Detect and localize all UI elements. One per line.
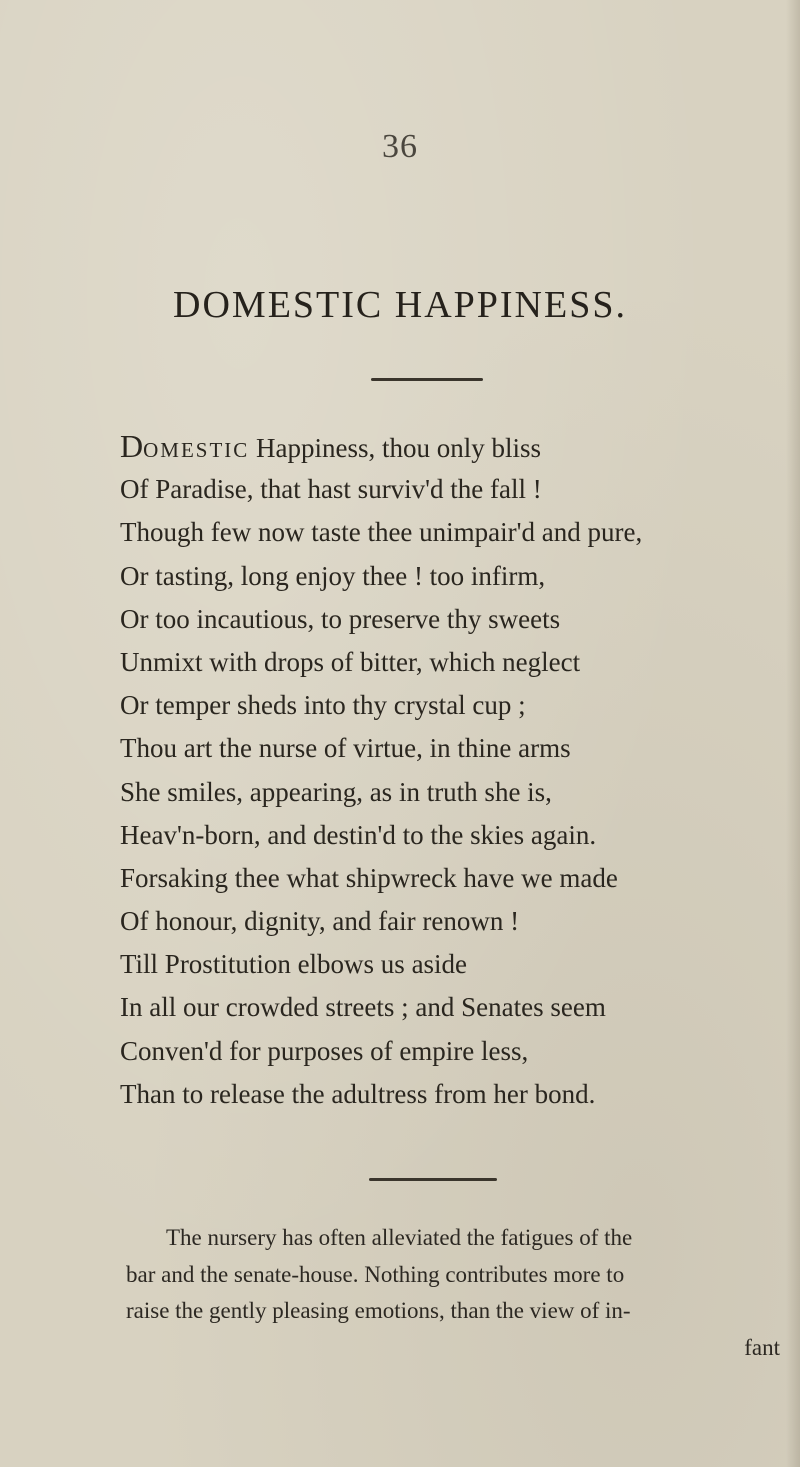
poem-line: Thou art the nurse of virtue, in thine arms (120, 733, 571, 764)
drop-letter: D (120, 428, 144, 464)
poem-line: Than to release the adultress from her bond. (120, 1078, 596, 1109)
poem-line: Of Paradise, that hast surviv'd the fall ! (120, 474, 542, 505)
poem-line: Of honour, dignity, and fair renown ! (120, 906, 520, 937)
poem-line: Conven'd for purposes of empire less, (120, 1035, 529, 1066)
page-edge-shadow (786, 0, 800, 1467)
note-line: bar and the senate-house. Nothing contributes more to (126, 1261, 625, 1287)
poem-line: In all our crowded streets ; and Senates seem (120, 992, 606, 1023)
title-divider (371, 378, 483, 381)
small-caps-word: OMESTIC (143, 438, 250, 462)
page-title: DOMESTIC HAPPINESS. (173, 284, 627, 326)
poem-line: Forsaking thee what shipwreck have we made (120, 862, 618, 893)
catchword: fant (744, 1334, 780, 1360)
poem-line: Or temper sheds into thy crystal cup ; (120, 690, 526, 721)
note-line: The nursery has often alleviated the fatigues of the (166, 1225, 633, 1250)
poem-line: Heav'n-born, and destin'd to the skies again. (120, 819, 597, 850)
section-divider (369, 1178, 497, 1181)
page-number: 36 (382, 128, 418, 165)
poem-body (120, 425, 780, 1116)
poem-line: She smiles, appearing, as in truth she is, (120, 776, 552, 807)
prose-note (126, 1220, 780, 1366)
poem-line (120, 425, 780, 468)
poem-line: Or too incautious, to preserve thy sweets (120, 603, 561, 634)
poem-line: Till Prostitution elbows us aside (120, 949, 468, 980)
note-line: raise the gently pleasing emotions, than the view of in- (126, 1298, 631, 1323)
first-line-rest: Happiness, thou only bliss (249, 433, 542, 463)
poem-line: Unmixt with drops of bitter, which neglect (120, 646, 581, 677)
poem-line: Though few now taste thee unimpair'd and pure, (120, 517, 643, 548)
poem-line: Or tasting, long enjoy thee ! too infirm, (120, 560, 546, 591)
